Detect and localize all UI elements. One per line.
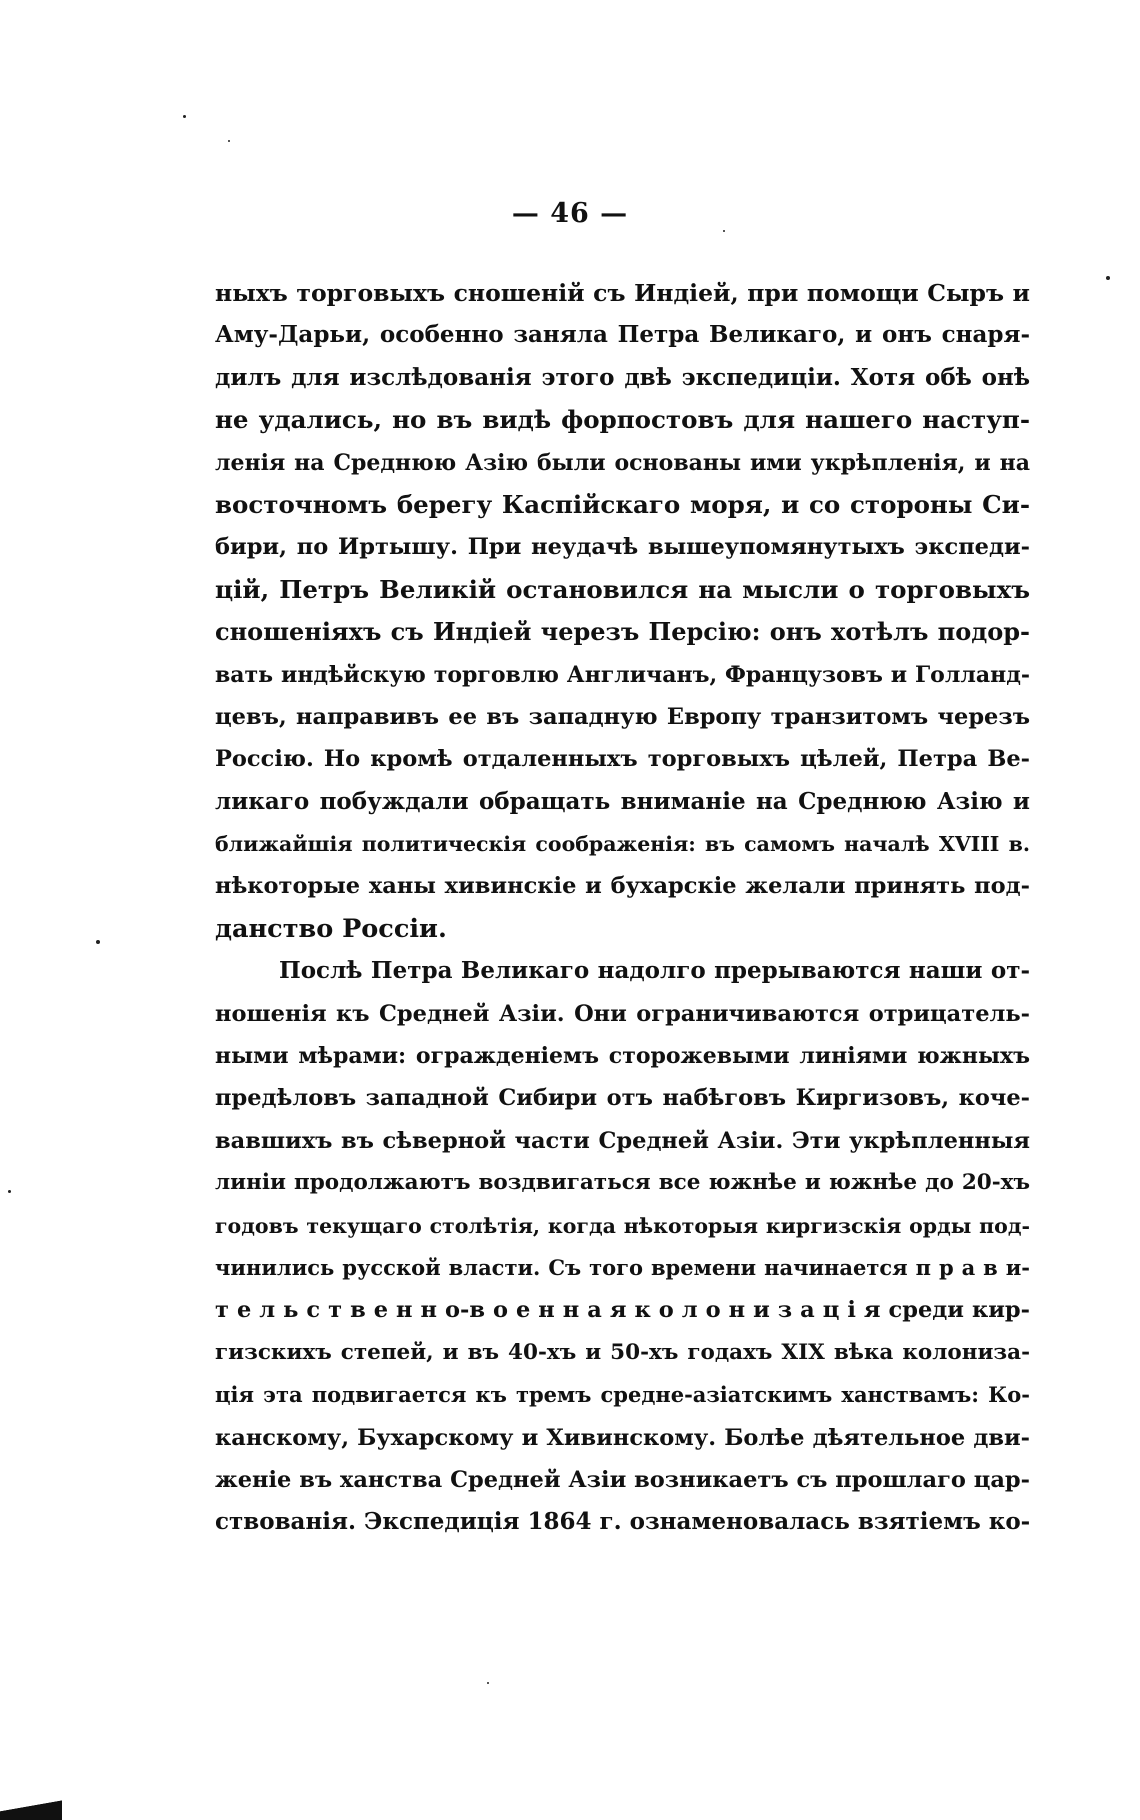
text-line: восточномъ берегу Каспійскаго моря, и со стороны Си- xyxy=(215,489,1030,519)
text-line: линіи продолжаютъ воздвигаться все южнѣе и южнѣе до 20-хъ xyxy=(215,1170,1030,1196)
text-line: годовъ текущаго столѣтія, когда нѣкоторыя киргизскія орды под- xyxy=(215,1213,1030,1238)
text-line: цій, Петръ Великій остановился на мысли о торговыхъ xyxy=(215,574,1030,604)
scan-speck xyxy=(487,1682,489,1684)
text-line: вавшихъ въ сѣверной части Средней Азіи. Эти укрѣпленныя xyxy=(215,1127,1030,1154)
paragraph-start-line: Послѣ Петра Великаго надолго прерываются наши от- xyxy=(279,957,1030,985)
text-line: ношенія къ Средней Азіи. Они ограничиваются отрицатель- xyxy=(215,1000,1030,1027)
text-line: Россію. Но кромѣ отдаленныхъ торговыхъ цѣлей, Петра Ве- xyxy=(215,746,1030,773)
page-number: — 46 — xyxy=(511,198,629,229)
scan-speck xyxy=(183,115,186,118)
text-line: предѣловъ западной Сибири отъ набѣговъ Киргизовъ, коче- xyxy=(215,1085,1030,1112)
text-line: женіе въ ханства Средней Азіи возникаетъ съ прошлаго цар- xyxy=(215,1466,1030,1493)
text-line: ленія на Среднюю Азію были основаны ими укрѣпленія, и на xyxy=(215,449,1030,476)
text-line: бири, по Иртышу. При неудачѣ вышеупомянутыхъ экспеди- xyxy=(215,534,1030,561)
text-line: дилъ для изслѣдованія этого двѣ экспедиціи. Хотя обѣ онѣ xyxy=(215,363,1030,391)
scan-speck xyxy=(96,940,100,944)
paragraph-end-line: данство Россіи. xyxy=(215,913,447,944)
scan-speck xyxy=(8,1190,11,1193)
text-line: ликаго побуждали обращать вниманіе на Среднюю Азію и xyxy=(215,787,1030,815)
text-line: ція эта подвигается къ тремъ средне-азіатскимъ ханствамъ: Ко- xyxy=(215,1382,1030,1408)
scan-edge-mark xyxy=(0,1798,62,1820)
text-line: ствованія. Экспедиція 1864 г. ознаменовалась взятіемъ ко- xyxy=(215,1508,1030,1536)
text-line: чинились русской власти. Съ того времени начинается п р а в и- xyxy=(215,1254,1030,1280)
text-line: ными мѣрами: огражденіемъ сторожевыми линіями южныхъ xyxy=(215,1043,1030,1070)
text-line: цевъ, направивъ ее въ западную Европу транзитомъ черезъ xyxy=(215,703,1030,730)
text-line: вать индѣйскую торговлю Англичанъ, Французовъ и Голланд- xyxy=(215,661,1030,688)
text-line: т е л ь с т в е н н о-в о е н н а я к о л о н и з а ц і я среди кир- xyxy=(215,1297,1030,1324)
text-line: гизскихъ степей, и въ 40-хъ и 50-хъ годахъ XIX вѣка колониза- xyxy=(215,1339,1030,1365)
text-line: не удались, но въ видѣ форпостовъ для нашего наступ- xyxy=(215,405,1030,435)
text-line: сношеніяхъ съ Индіей черезъ Персію: онъ хотѣлъ подор- xyxy=(215,617,1030,647)
text-line: ближайшія политическія соображенія: въ самомъ началѣ XVIII в. xyxy=(215,832,1030,857)
scan-speck xyxy=(1106,276,1110,280)
scan-speck xyxy=(228,140,230,142)
body-text xyxy=(215,272,1030,1544)
text-line: нѣкоторые ханы хивинскіе и бухарскіе желали принять под- xyxy=(215,873,1030,900)
scan-speck xyxy=(723,230,725,232)
text-line: Аму-Дарьи, особенно заняла Петра Великаго, и онъ снаря- xyxy=(215,321,1030,349)
text-line: канскому, Бухарскому и Хивинскому. Болѣе дѣятельное дви- xyxy=(215,1424,1030,1451)
text-line: ныхъ торговыхъ сношеній съ Индіей, при помощи Сыръ и xyxy=(215,279,1030,307)
